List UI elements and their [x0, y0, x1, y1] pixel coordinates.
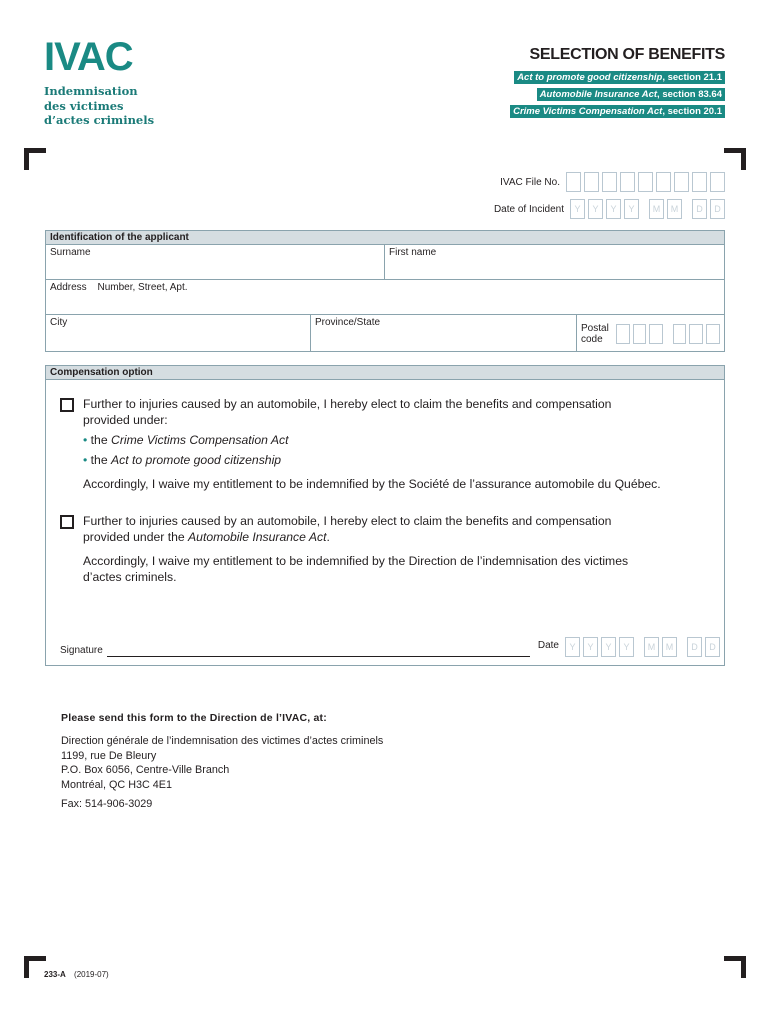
act-references: [510, 71, 725, 118]
option-1-line: provided under:: [83, 413, 168, 427]
date-cell-month[interactable]: M: [667, 199, 682, 219]
date-cell-year[interactable]: Y: [565, 637, 580, 657]
file-no-cell[interactable]: [674, 172, 689, 192]
logo-sub-line: des victimes: [44, 98, 124, 113]
date-cell-year[interactable]: Y: [583, 637, 598, 657]
file-no-cell[interactable]: [692, 172, 707, 192]
fax-number: Fax: 514-906-3029: [61, 798, 153, 810]
ivac-file-no-row: [500, 172, 725, 192]
postal-label-line: Postal: [581, 322, 609, 334]
surname-field[interactable]: [46, 245, 384, 279]
logo-sub-line: d’actes criminels: [44, 113, 155, 127]
file-no-cell[interactable]: [620, 172, 635, 192]
spacer: [680, 637, 684, 657]
city-field[interactable]: [46, 315, 310, 351]
logo-sub-line: Indemnisation: [44, 84, 138, 98]
option-1-bullet: [83, 432, 700, 448]
act-section: , section 83.64: [657, 89, 722, 100]
postal-code-cell[interactable]: [673, 324, 687, 344]
act-section: , section 21.1: [662, 72, 722, 83]
corner-mark-bottom-right: [724, 956, 746, 978]
city-row: [46, 315, 724, 351]
option-2-line: Further to injuries caused by an automobile, I hereby elect to claim the benefits and compensation: [83, 514, 612, 528]
signature-line[interactable]: [107, 643, 530, 657]
province-field[interactable]: [310, 315, 576, 351]
option-2-checkbox[interactable]: [60, 515, 74, 529]
city-label: City: [50, 317, 68, 328]
option-1-bullet: [83, 452, 700, 468]
file-no-cell[interactable]: [710, 172, 725, 192]
date-cell-month[interactable]: M: [649, 199, 664, 219]
act-tag: [537, 88, 725, 101]
form-footer: [44, 970, 109, 979]
form-title: SELECTION OF BENEFITS: [529, 46, 725, 63]
bullet-act-name: Crime Victims Compensation Act: [111, 433, 289, 447]
file-no-label: IVAC File No.: [500, 176, 560, 188]
applicant-section-header: Identification of the applicant: [46, 231, 724, 245]
compensation-section-header: Compensation option: [46, 366, 724, 380]
logo-wordmark: IVAC: [44, 35, 133, 79]
address-line: 1199, rue De Bleury: [61, 749, 157, 762]
compensation-option-2: [60, 513, 700, 585]
postal-code-label: [581, 323, 609, 345]
signature-row: [60, 637, 720, 657]
option-2-waiver: Accordingly, I waive my entitlement to be indemnified by the Direction de l’indemnisation des victimes: [83, 554, 629, 568]
file-no-cell[interactable]: [638, 172, 653, 192]
date-cell-year[interactable]: Y: [624, 199, 639, 219]
file-no-cell[interactable]: [584, 172, 599, 192]
date-label: Date: [537, 640, 559, 651]
corner-mark-top-right: [724, 148, 746, 170]
date-cell-day[interactable]: D: [692, 199, 707, 219]
date-cell-day[interactable]: D: [710, 199, 725, 219]
spacer: [637, 637, 641, 657]
option-1-checkbox[interactable]: [60, 398, 74, 412]
bullet-icon: •: [83, 453, 88, 467]
form-number: 233-A: [44, 970, 66, 979]
option-1-text: [83, 396, 700, 492]
first-name-field[interactable]: [384, 245, 724, 279]
address-line: Montréal, QC H3C 4E1: [61, 778, 173, 791]
first-name-label: First name: [389, 247, 437, 258]
compensation-option-1: [60, 396, 700, 492]
address-line: P.O. Box 6056, Centre-Ville Branch: [61, 764, 230, 776]
send-instructions-title: Please send this form to the Direction de l’IVAC, at:: [61, 712, 327, 724]
logo-subtitle: [44, 84, 154, 128]
postal-label-line: code: [581, 333, 603, 345]
date-cell-day[interactable]: D: [705, 637, 720, 657]
name-row: [46, 245, 724, 280]
bullet-act-name: Act to promote good citizenship: [111, 453, 282, 467]
postal-code-cell[interactable]: [649, 324, 663, 344]
act-section: , section 20.1: [662, 106, 722, 117]
date-cell-year[interactable]: Y: [619, 637, 634, 657]
act-name: Crime Victims Compensation Act: [513, 106, 663, 117]
address-line: Direction générale de l’indemnisation des victimes d’actes criminels: [61, 735, 384, 747]
bullet-text: the: [90, 453, 112, 467]
option-2-waiver: d’actes criminels.: [83, 570, 177, 584]
address-field[interactable]: [46, 280, 724, 314]
bullet-icon: •: [83, 433, 88, 447]
date-cell-year[interactable]: Y: [606, 199, 621, 219]
surname-label: Surname: [50, 247, 91, 258]
ivac-logo: [44, 35, 155, 128]
option-2-text: [83, 513, 700, 585]
bullet-text: the: [90, 433, 112, 447]
act-name: Act to promote good citizenship: [517, 72, 663, 83]
option-1-line: Further to injuries caused by an automobile, I hereby elect to claim the benefits and compensation: [83, 397, 612, 411]
postal-code-cell[interactable]: [689, 324, 703, 344]
form-version: (2019-07): [74, 970, 109, 979]
province-label: Province/State: [315, 317, 381, 328]
applicant-section: [45, 230, 725, 352]
signature-label: Signature: [60, 645, 103, 656]
date-of-incident-row: [494, 199, 725, 219]
option-2-line-end: .: [326, 530, 330, 544]
address-row: [46, 280, 724, 315]
postal-code-cell[interactable]: [706, 324, 720, 344]
file-no-cell[interactable]: [656, 172, 671, 192]
date-cell-day[interactable]: D: [687, 637, 702, 657]
date-cell-year[interactable]: Y: [601, 637, 616, 657]
postal-code-cell[interactable]: [633, 324, 647, 344]
address-label: Address: [50, 282, 87, 293]
date-cell-month[interactable]: M: [662, 637, 677, 657]
act-tag: [514, 71, 725, 84]
act-tag: [510, 105, 725, 118]
option-2-line: [83, 529, 700, 545]
date-cell-month[interactable]: M: [644, 637, 659, 657]
mailing-address: [61, 734, 383, 792]
postal-code-field: [576, 315, 724, 351]
date-cell-year[interactable]: Y: [570, 199, 585, 219]
date-of-incident-label: Date of Incident: [493, 203, 564, 215]
option-2-line-text: provided under the: [83, 530, 189, 544]
postal-code-cell[interactable]: [616, 324, 630, 344]
corner-mark-top-left: [24, 148, 46, 170]
corner-mark-bottom-left: [24, 956, 46, 978]
date-cell-year[interactable]: Y: [588, 199, 603, 219]
file-no-cell[interactable]: [566, 172, 581, 192]
option-1-waiver: Accordingly, I waive my entitlement to be indemnified by the Société de l’assurance automobile du Québec.: [83, 477, 661, 491]
signature-date-cells: [565, 637, 720, 657]
address-hint: Number, Street, Apt.: [97, 282, 188, 293]
option-2-act-name: Automobile Insurance Act: [188, 530, 327, 544]
file-no-cell[interactable]: [602, 172, 617, 192]
act-name: Automobile Insurance Act: [539, 89, 658, 100]
